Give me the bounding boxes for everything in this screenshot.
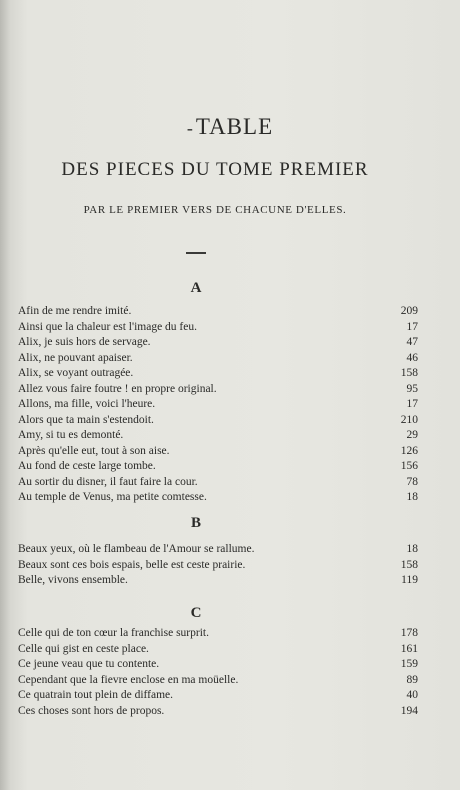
entry-page: 209 — [400, 305, 418, 317]
entry-page: 126 — [400, 444, 418, 457]
entry-text: Ce quatrain tout plein de diffame. — [18, 689, 173, 701]
entry-page: 210 — [400, 413, 418, 426]
entry-page: 29 — [406, 429, 418, 441]
list-item — [18, 642, 418, 658]
list-item — [18, 459, 418, 475]
entry-text: Belle, vivons ensemble. — [18, 574, 128, 586]
entry-page: 17 — [406, 320, 418, 333]
list-item — [18, 397, 418, 413]
list-item — [18, 558, 418, 574]
entry-text: Alors que ta main s'estendoit. — [18, 413, 154, 426]
list-item — [18, 320, 418, 336]
entry-text: Allez vous faire foutre ! en propre original. — [18, 382, 217, 395]
entry-text: Celle qui de ton cœur la franchise surprit. — [18, 627, 209, 639]
title-text: TABLE — [195, 114, 274, 139]
list-item — [18, 626, 418, 642]
entry-text: Celle qui gist en ceste place. — [18, 642, 149, 655]
entry-text: Après qu'elle eut, tout à son aise. — [18, 444, 170, 457]
entry-page: 17 — [406, 398, 418, 410]
entry-text: Au sortir du disner, il faut faire la cour. — [18, 475, 198, 488]
entry-text: Amy, si tu es demonté. — [18, 429, 124, 441]
list-item — [18, 490, 418, 506]
entry-text: Alix, ne pouvant apaiser. — [18, 351, 133, 364]
entry-text: Alix, je suis hors de servage. — [18, 336, 151, 348]
entry-text: Ces choses sont hors de propos. — [18, 704, 165, 717]
entry-text: Ce jeune veau que tu contente. — [18, 658, 160, 670]
list-item — [18, 704, 418, 720]
list-item — [18, 542, 418, 558]
list-item — [18, 382, 418, 398]
entry-page: 156 — [400, 460, 418, 472]
list-item — [18, 475, 418, 491]
entry-page: 46 — [406, 351, 418, 364]
list-item — [18, 304, 418, 320]
list-item — [18, 413, 418, 429]
entry-page: 89 — [406, 673, 418, 686]
entry-text: Au fond de ceste large tombe. — [18, 460, 156, 472]
list-item — [18, 688, 418, 704]
entry-text: Beaux sont ces bois espais, belle est ceste prairie. — [18, 558, 246, 571]
entry-text: Alix, se voyant outragée. — [18, 367, 134, 379]
entry-text: Allons, ma fille, voici l'heure. — [18, 398, 156, 410]
list-item — [18, 351, 418, 367]
section-letter-b: B — [190, 515, 201, 531]
list-item — [18, 673, 418, 689]
entry-text: Beaux yeux, où le flambeau de l'Amour se rallume. — [18, 543, 255, 555]
divider-rule — [186, 252, 206, 254]
page-subtitle: DES PIECES DU TOME PREMIER — [61, 159, 369, 180]
list-item — [18, 444, 418, 460]
section-a-entries — [18, 304, 418, 506]
entry-page: 18 — [406, 491, 418, 503]
entry-page: 161 — [400, 642, 418, 655]
entry-page: 158 — [400, 367, 418, 379]
section-letter-a: A — [190, 280, 202, 296]
list-item — [18, 428, 418, 444]
title-dash: - — [186, 118, 194, 138]
entry-page: 47 — [406, 336, 418, 348]
entry-page: 95 — [406, 382, 418, 395]
entry-text: Cependant que la fievre enclose en ma moüelle. — [18, 673, 239, 686]
entry-page: 158 — [400, 558, 418, 571]
entry-page: 78 — [406, 475, 418, 488]
list-item — [18, 573, 418, 589]
section-letter-c: C — [190, 605, 202, 621]
entry-page: 194 — [400, 704, 418, 717]
entry-text: Au temple de Venus, ma petite comtesse. — [18, 491, 207, 503]
list-item — [18, 366, 418, 382]
page-title — [0, 114, 460, 140]
page-subheading: PAR LE PREMIER VERS DE CHACUNE D'ELLES. — [83, 204, 347, 216]
entry-page: 119 — [401, 574, 418, 586]
entry-text: Ainsi que la chaleur est l'image du feu. — [18, 320, 197, 333]
entry-page: 178 — [400, 627, 418, 639]
section-c-entries — [18, 626, 418, 719]
entry-page: 40 — [406, 689, 418, 701]
entry-text: Afin de me rendre imité. — [18, 305, 132, 317]
entry-page: 159 — [400, 658, 418, 670]
section-b-entries — [18, 542, 418, 589]
list-item — [18, 657, 418, 673]
list-item — [18, 335, 418, 351]
entry-page: 18 — [406, 543, 418, 555]
